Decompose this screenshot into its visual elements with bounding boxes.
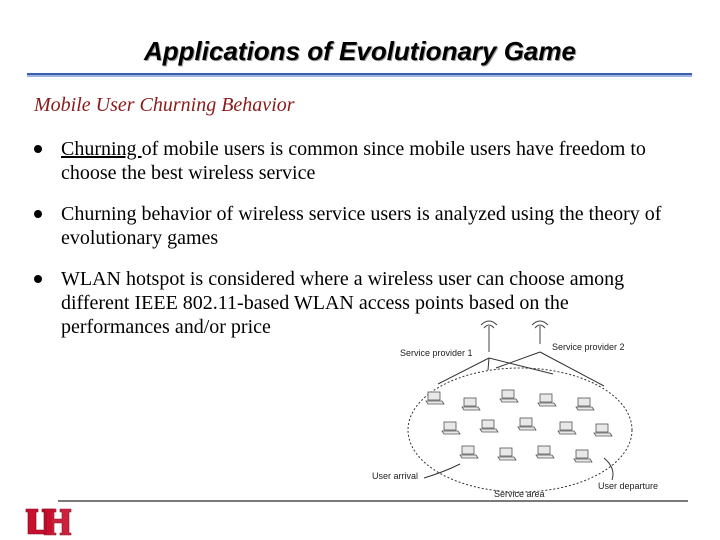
bullet-dot-icon: [34, 210, 42, 218]
service-area-label: Service area: [494, 489, 545, 499]
bullet-dot-icon: [34, 275, 42, 283]
bullet-lead: Churning: [61, 138, 142, 160]
bullet-dot-icon: [34, 145, 42, 153]
footer-divider: [58, 500, 688, 502]
user-arrival-label: User arrival: [372, 471, 419, 481]
bullet-text: of mobile users is common since mobile users have freedom to choose the best wireless service: [61, 138, 646, 184]
bullet-item-evolutionary: [34, 202, 694, 250]
page-title: Applications of Evolutionary Game: [144, 36, 576, 66]
section-subtitle: Mobile User Churning Behavior: [34, 94, 295, 116]
provider-1-label: Service provider 1: [400, 348, 473, 358]
provider-2-label: Service provider 2: [552, 342, 625, 352]
title-divider: [27, 73, 692, 77]
bullet-text: Churning behavior of wireless service users is analyzed using the theory of evolutionary games: [61, 203, 662, 249]
laptop-icons: [426, 390, 612, 462]
user-departure-label: User departure: [598, 481, 659, 491]
bullet-text: WLAN hotspot is considered where a wireless user can choose among different IEEE 802.11-based WLAN access points based on the performances and/or price: [61, 268, 625, 338]
university-logo: [24, 506, 72, 536]
antenna-icon: [481, 321, 548, 352]
bullet-item-churning: [34, 137, 694, 185]
wlan-diagram: [368, 318, 670, 500]
